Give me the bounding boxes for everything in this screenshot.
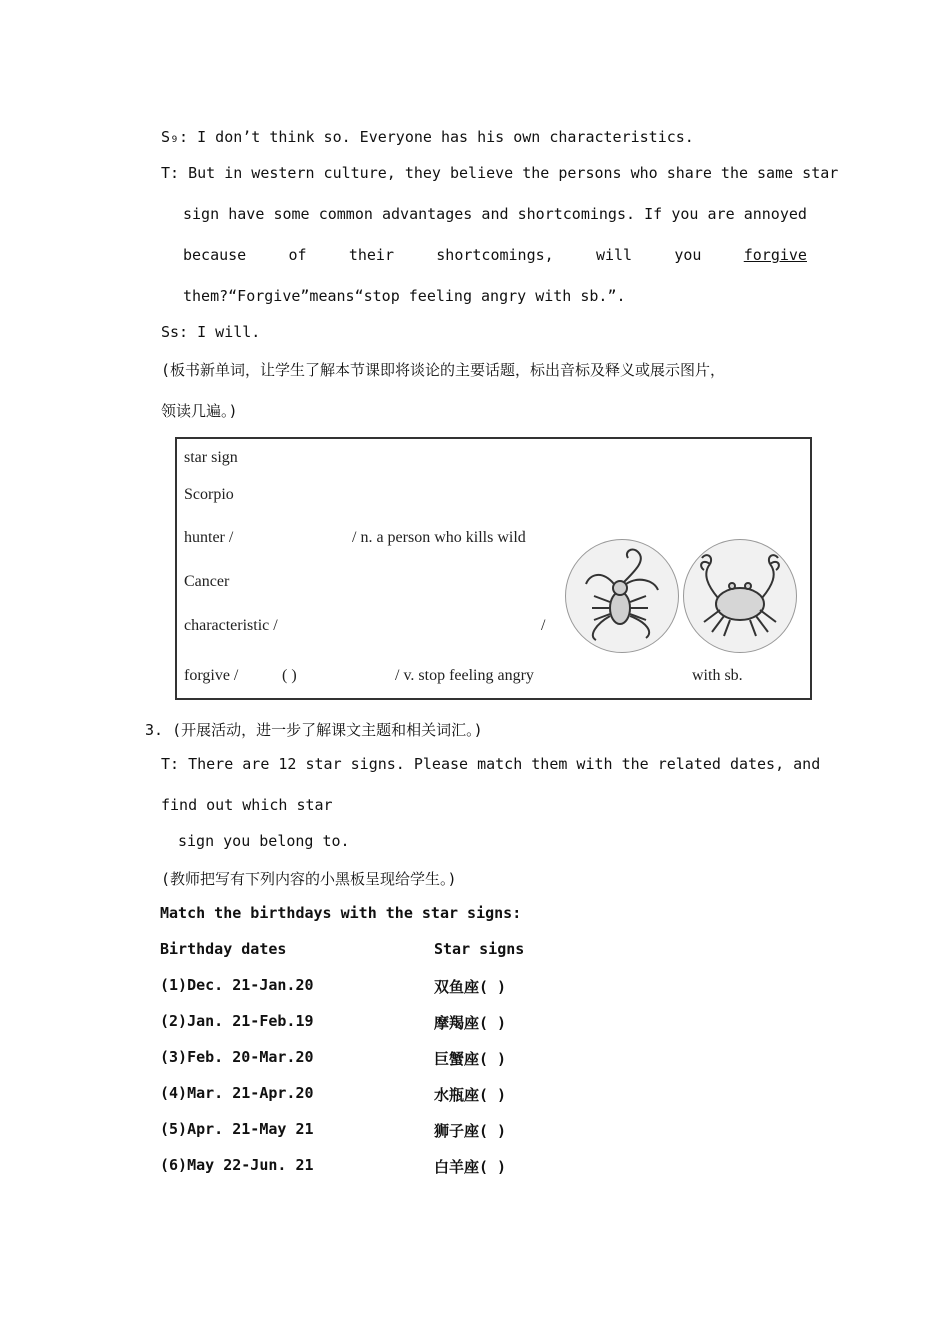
word: advantages (382, 205, 473, 223)
match-title: Match the birthdays with the star signs: (160, 904, 522, 922)
date-row: (2)Jan. 21-Feb.19 (160, 1012, 314, 1030)
word: have (228, 205, 265, 223)
word: their (348, 246, 394, 264)
column-header-signs: Star signs (434, 940, 525, 958)
date-row: (6)May 22-Jun. 21 (160, 1156, 314, 1174)
teacher-line-2 (183, 205, 807, 223)
word: If (644, 205, 663, 223)
date-row: (5)Apr. 21-May 21 (160, 1120, 314, 1138)
word: shortcomings, (436, 246, 554, 264)
date-row: (3)Feb. 20-Mar.20 (160, 1048, 314, 1066)
date-row: (1)Dec. 21-Jan.20 (160, 976, 314, 994)
s9-line: S₉: I don’t think so. Everyone has his own characteristics. (161, 128, 694, 146)
word: and (481, 205, 509, 223)
sign-row: 狮子座( ) (434, 1122, 507, 1140)
sign-row: 水瓶座( ) (434, 1086, 507, 1104)
word: of (288, 246, 307, 264)
word: you (674, 246, 702, 264)
word: some (273, 205, 310, 223)
sign-row: 摩羯座( ) (434, 1014, 507, 1032)
word-forgive-underlined: forgive (743, 246, 807, 264)
vocab-characteristic-slash: / (541, 617, 546, 634)
sign-row: 双鱼座( ) (434, 978, 507, 996)
sign-row: 白羊座( ) (434, 1158, 507, 1176)
vocab-hunter-definition: / n. a person who kills wild (352, 529, 526, 546)
vocab-forgive-tail: with sb. (692, 667, 743, 684)
vocab-forgive-definition: / v. stop feeling angry (395, 667, 534, 684)
vocab-forgive: forgive / (184, 667, 239, 684)
vocab-scorpio: Scorpio (184, 486, 234, 503)
scorpion-icon (565, 539, 679, 653)
students-line: Ss: I will. (161, 323, 261, 341)
column-header-dates: Birthday dates (160, 940, 287, 958)
word: annoyed (743, 205, 807, 223)
word: you (671, 205, 699, 223)
teacher-line-1: T: But in western culture, they believe the persons who share the same star (161, 164, 839, 182)
vocab-cancer: Cancer (184, 573, 230, 590)
note-line-1: (板书新单词，让学生了解本节课即将谈论的主要话题，标出音标及释义或展示图片， (161, 361, 726, 379)
word: will (595, 246, 633, 264)
crab-icon (683, 539, 797, 653)
teacher-line-4: them?“Forgive”means“stop feeling angry with sb.”. (183, 287, 626, 305)
word: because (183, 246, 247, 264)
vocab-hunter: hunter / (184, 529, 234, 546)
activity-heading: 3. (开展活动，进一步了解课文主题和相关词汇。) (145, 721, 483, 739)
vocab-star-sign: star sign (184, 449, 238, 466)
word: shortcomings. (517, 205, 636, 223)
vocab-forgive-paren: ( ) (282, 667, 297, 684)
word: are (707, 205, 735, 223)
sign-row: 巨蟹座( ) (434, 1050, 507, 1068)
word: sign (183, 205, 220, 223)
vocab-characteristic: characteristic / (184, 617, 278, 634)
activity-teacher-line-2: find out which star (161, 796, 333, 814)
vocabulary-board (175, 437, 812, 700)
word: common (318, 205, 373, 223)
teacher-line-3 (183, 246, 807, 264)
activity-teacher-line-1: T: There are 12 star signs. Please match them with the related dates, and (161, 755, 821, 773)
activity-teacher-line-3: sign you belong to. (178, 832, 350, 850)
activity-note: (教师把写有下列内容的小黑板呈现给学生。) (161, 870, 457, 888)
note-line-2: 领读几遍。) (161, 402, 238, 420)
date-row: (4)Mar. 21-Apr.20 (160, 1084, 314, 1102)
